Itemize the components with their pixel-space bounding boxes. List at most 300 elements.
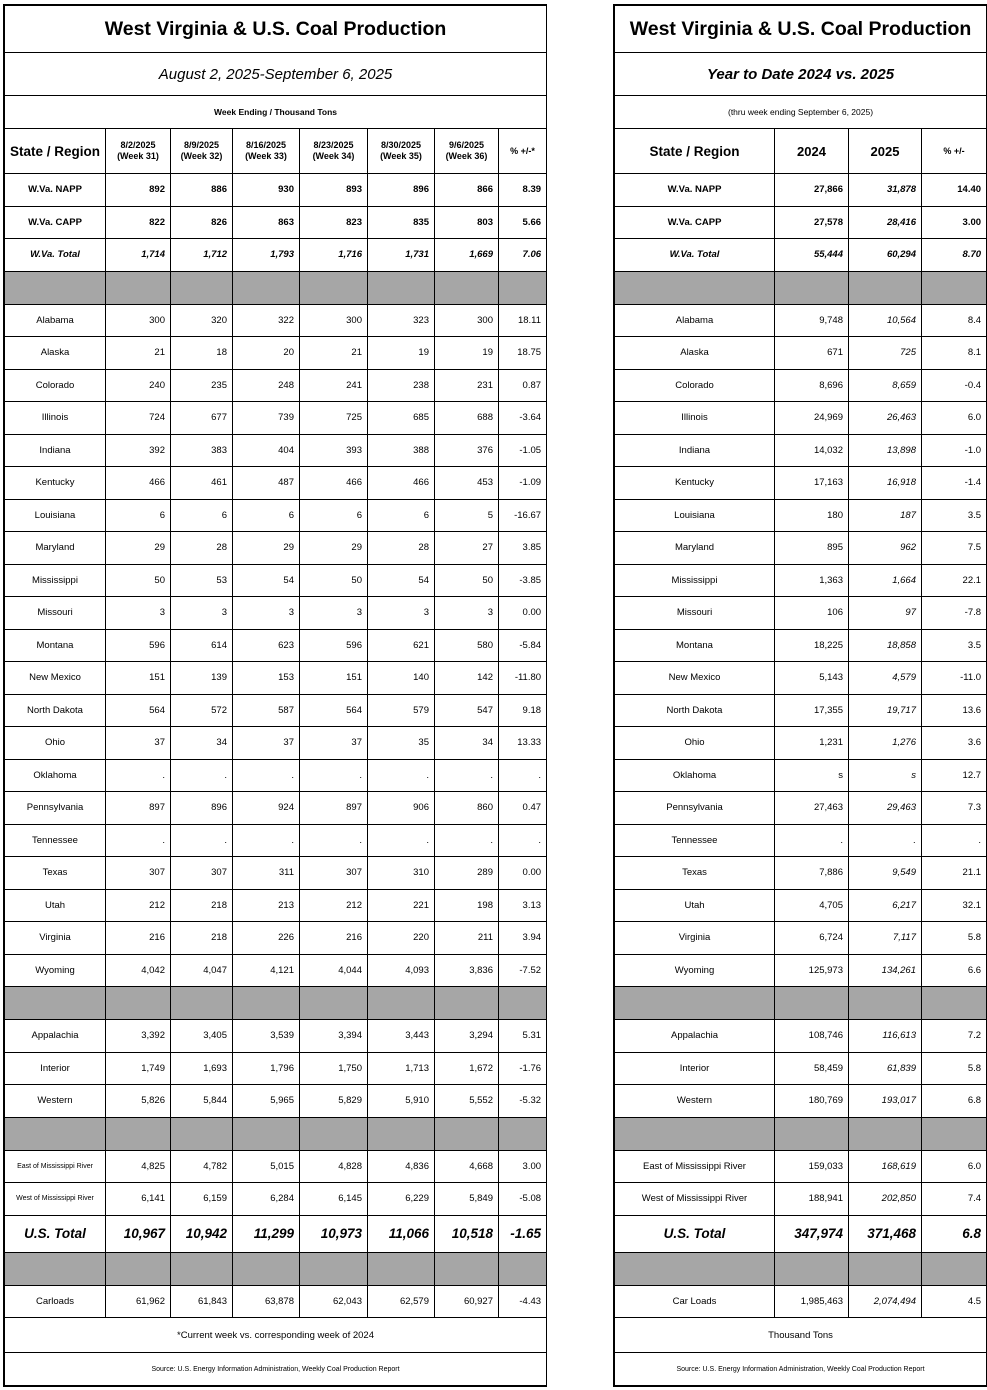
state-label: Montana xyxy=(615,629,775,662)
state-label: New Mexico xyxy=(5,662,106,695)
source-note-row xyxy=(5,1353,547,1386)
separator-row xyxy=(615,1252,987,1285)
week-value: 4,782 xyxy=(171,1150,233,1183)
percent-change: 6.8 xyxy=(922,1085,987,1118)
percent-change: 7.3 xyxy=(922,792,987,825)
percent-change: -4.43 xyxy=(499,1285,547,1318)
week-value: 897 xyxy=(300,792,368,825)
value-2024: s xyxy=(775,759,849,792)
week-value: 139 xyxy=(171,662,233,695)
state-label: W.Va. Total xyxy=(615,239,775,272)
week-value: . xyxy=(106,824,171,857)
footnote-row xyxy=(5,1318,547,1353)
table-row-w-va-total xyxy=(615,239,987,272)
table-row-ohio xyxy=(5,727,547,760)
week-value: 896 xyxy=(171,792,233,825)
week-value: 21 xyxy=(300,337,368,370)
separator-cell xyxy=(5,271,106,304)
percent-change: -3.85 xyxy=(499,564,547,597)
table-row-virginia xyxy=(615,922,987,955)
value-2024: 18,225 xyxy=(775,629,849,662)
value-2024: 55,444 xyxy=(775,239,849,272)
percent-change: -0.4 xyxy=(922,369,987,402)
table-row-oklahoma xyxy=(5,759,547,792)
week-value: 310 xyxy=(368,857,435,890)
table-row-west-of-mississippi-river xyxy=(5,1183,547,1216)
value-2024: 9,748 xyxy=(775,304,849,337)
week-value: 61,843 xyxy=(171,1285,233,1318)
week-value: 5,965 xyxy=(233,1085,300,1118)
state-label: Western xyxy=(5,1085,106,1118)
table-row-mississippi xyxy=(5,564,547,597)
value-2025: 16,918 xyxy=(849,467,922,500)
table-row-missouri xyxy=(615,597,987,630)
separator-cell xyxy=(5,987,106,1020)
percent-change: -1.4 xyxy=(922,467,987,500)
week-value: 886 xyxy=(171,174,233,207)
week-value: 1,796 xyxy=(233,1052,300,1085)
table-row-utah xyxy=(5,889,547,922)
table-row-carloads xyxy=(5,1285,547,1318)
separator-cell xyxy=(5,1117,106,1150)
separator-cell xyxy=(922,1117,987,1150)
week-value: 3,394 xyxy=(300,1020,368,1053)
percent-change: 12.7 xyxy=(922,759,987,792)
week-value: 580 xyxy=(435,629,499,662)
separator-row xyxy=(5,1117,547,1150)
week-value: 18 xyxy=(171,337,233,370)
week-value: 677 xyxy=(171,402,233,435)
percent-change: 7.2 xyxy=(922,1020,987,1053)
week-value: 11,066 xyxy=(368,1215,435,1252)
week-value: 1,693 xyxy=(171,1052,233,1085)
state-label: North Dakota xyxy=(615,694,775,727)
state-label: North Dakota xyxy=(5,694,106,727)
table-row-alaska xyxy=(615,337,987,370)
percent-change: 3.85 xyxy=(499,532,547,565)
week-value: 10,973 xyxy=(300,1215,368,1252)
table-row-w-va-napp xyxy=(615,174,987,207)
separator-cell xyxy=(300,987,368,1020)
value-2025: s xyxy=(849,759,922,792)
week-value: 221 xyxy=(368,889,435,922)
state-label: U.S. Total xyxy=(615,1215,775,1252)
table-row-virginia xyxy=(5,922,547,955)
value-2025: 168,619 xyxy=(849,1150,922,1183)
value-2024: 125,973 xyxy=(775,954,849,987)
state-label: Mississippi xyxy=(5,564,106,597)
week-value: 34 xyxy=(435,727,499,760)
state-label: West of Mississippi River xyxy=(5,1183,106,1216)
week-value: 614 xyxy=(171,629,233,662)
separator-cell xyxy=(435,987,499,1020)
week-value: 212 xyxy=(300,889,368,922)
week-value: 6,159 xyxy=(171,1183,233,1216)
week-value: 587 xyxy=(233,694,300,727)
value-2025: 97 xyxy=(849,597,922,630)
week-value: 3,539 xyxy=(233,1020,300,1053)
week-value: 4,093 xyxy=(368,954,435,987)
value-2024: 58,459 xyxy=(775,1052,849,1085)
state-label: Indiana xyxy=(5,434,106,467)
state-label: Virginia xyxy=(5,922,106,955)
week-value: 383 xyxy=(171,434,233,467)
percent-change: -1.76 xyxy=(499,1052,547,1085)
state-label: Pennsylvania xyxy=(615,792,775,825)
week-value: . xyxy=(171,824,233,857)
state-label: W.Va. NAPP xyxy=(615,174,775,207)
week-value: . xyxy=(171,759,233,792)
percent-change: 3.00 xyxy=(499,1150,547,1183)
week-value: 19 xyxy=(368,337,435,370)
percent-change: 0.00 xyxy=(499,857,547,890)
week-value: . xyxy=(435,759,499,792)
percent-change: -7.52 xyxy=(499,954,547,987)
value-2025: 61,839 xyxy=(849,1052,922,1085)
value-2025: 60,294 xyxy=(849,239,922,272)
state-label: Illinois xyxy=(5,402,106,435)
table-row-car-loads xyxy=(615,1285,987,1318)
separator-cell xyxy=(499,987,547,1020)
week-value: 4,825 xyxy=(106,1150,171,1183)
week-value: 803 xyxy=(435,206,499,239)
percent-change: 6.0 xyxy=(922,1150,987,1183)
week-value: 579 xyxy=(368,694,435,727)
week-value: 1,716 xyxy=(300,239,368,272)
week-value: 322 xyxy=(233,304,300,337)
week-value: 487 xyxy=(233,467,300,500)
value-2024: 1,985,463 xyxy=(775,1285,849,1318)
value-2025: 19,717 xyxy=(849,694,922,727)
separator-cell xyxy=(300,271,368,304)
week-value: 3,836 xyxy=(435,954,499,987)
state-label: Carloads xyxy=(5,1285,106,1318)
percent-change: 18.75 xyxy=(499,337,547,370)
state-label: Ohio xyxy=(5,727,106,760)
separator-cell xyxy=(106,271,171,304)
percent-change: 3.00 xyxy=(922,206,987,239)
separator-cell xyxy=(171,1117,233,1150)
week-value: 3 xyxy=(171,597,233,630)
state-label: West of Mississippi River xyxy=(615,1183,775,1216)
percent-change: -5.32 xyxy=(499,1085,547,1118)
state-label: W.Va. Total xyxy=(5,239,106,272)
week-value: 3,405 xyxy=(171,1020,233,1053)
value-2025: 2,074,494 xyxy=(849,1285,922,1318)
week-value: 29 xyxy=(300,532,368,565)
value-2024: 895 xyxy=(775,532,849,565)
value-2024: 1,231 xyxy=(775,727,849,760)
week-value: 4,042 xyxy=(106,954,171,987)
ytd-header-row xyxy=(615,129,987,174)
percent-change: 7.4 xyxy=(922,1183,987,1216)
table-row-u-s-total xyxy=(615,1215,987,1252)
value-2025: 13,898 xyxy=(849,434,922,467)
week-value: 4,828 xyxy=(300,1150,368,1183)
header-state-region: State / Region xyxy=(5,129,106,174)
week-value: 216 xyxy=(300,922,368,955)
percent-change: -16.67 xyxy=(499,499,547,532)
value-2025: 4,579 xyxy=(849,662,922,695)
week-value: 151 xyxy=(106,662,171,695)
week-value: 6 xyxy=(233,499,300,532)
week-value: 725 xyxy=(300,402,368,435)
table-row-east-of-mississippi-river xyxy=(5,1150,547,1183)
week-value: 5,552 xyxy=(435,1085,499,1118)
week-value: . xyxy=(368,759,435,792)
header-week-33: 8/16/2025 (Week 33) xyxy=(233,129,300,174)
week-value: 6,229 xyxy=(368,1183,435,1216)
week-value: 3 xyxy=(300,597,368,630)
table-row-east-of-mississippi-river xyxy=(615,1150,987,1183)
state-label: Utah xyxy=(615,889,775,922)
separator-cell xyxy=(849,1117,922,1150)
state-label: Missouri xyxy=(615,597,775,630)
state-label: Appalachia xyxy=(615,1020,775,1053)
percent-change: 3.94 xyxy=(499,922,547,955)
value-2025: 962 xyxy=(849,532,922,565)
value-2025: 26,463 xyxy=(849,402,922,435)
separator-cell xyxy=(233,1252,300,1285)
week-value: 6 xyxy=(300,499,368,532)
state-label: Alabama xyxy=(615,304,775,337)
table-row-wyoming xyxy=(615,954,987,987)
value-2025: 8,659 xyxy=(849,369,922,402)
week-value: 863 xyxy=(233,206,300,239)
value-2024: 347,974 xyxy=(775,1215,849,1252)
separator-cell xyxy=(171,987,233,1020)
week-value: 241 xyxy=(300,369,368,402)
value-2024: 671 xyxy=(775,337,849,370)
table-row-maryland xyxy=(615,532,987,565)
percent-change: 3.13 xyxy=(499,889,547,922)
table-row-kentucky xyxy=(5,467,547,500)
state-label: W.Va. CAPP xyxy=(5,206,106,239)
ytd-production-table xyxy=(613,4,987,1387)
table-row-interior xyxy=(5,1052,547,1085)
percent-change: 6.6 xyxy=(922,954,987,987)
separator-row xyxy=(615,271,987,304)
week-value: 5,829 xyxy=(300,1085,368,1118)
week-value: 300 xyxy=(435,304,499,337)
separator-cell xyxy=(775,987,849,1020)
separator-cell xyxy=(499,271,547,304)
week-value: 892 xyxy=(106,174,171,207)
week-value: 231 xyxy=(435,369,499,402)
percent-change: 7.06 xyxy=(499,239,547,272)
week-value: 623 xyxy=(233,629,300,662)
week-value: 564 xyxy=(106,694,171,727)
week-value: 823 xyxy=(300,206,368,239)
table-row-new-mexico xyxy=(615,662,987,695)
separator-cell xyxy=(368,987,435,1020)
table-row-w-va-capp xyxy=(615,206,987,239)
week-value: 211 xyxy=(435,922,499,955)
week-value: 226 xyxy=(233,922,300,955)
week-value: 1,669 xyxy=(435,239,499,272)
separator-cell xyxy=(615,271,775,304)
week-value: 1,731 xyxy=(368,239,435,272)
week-value: 151 xyxy=(300,662,368,695)
week-value: 37 xyxy=(106,727,171,760)
week-value: 50 xyxy=(300,564,368,597)
table-row-north-dakota xyxy=(615,694,987,727)
week-value: 10,967 xyxy=(106,1215,171,1252)
ytd-subtitle: Year to Date 2024 vs. 2025 xyxy=(615,53,987,96)
value-2025: 1,276 xyxy=(849,727,922,760)
table-row-ohio xyxy=(615,727,987,760)
state-label: Mississippi xyxy=(615,564,775,597)
week-value: 466 xyxy=(368,467,435,500)
week-value: 393 xyxy=(300,434,368,467)
state-label: Western xyxy=(615,1085,775,1118)
weekly-header-row xyxy=(5,129,547,174)
table-row-w-va-napp xyxy=(5,174,547,207)
table-row-indiana xyxy=(5,434,547,467)
week-value: 896 xyxy=(368,174,435,207)
week-value: 4,668 xyxy=(435,1150,499,1183)
percent-change: -1.65 xyxy=(499,1215,547,1252)
state-label: Kentucky xyxy=(5,467,106,500)
week-value: 142 xyxy=(435,662,499,695)
source-note: Source: U.S. Energy Information Administration, Weekly Coal Production Report xyxy=(615,1353,987,1386)
percent-change: 6.0 xyxy=(922,402,987,435)
separator-cell xyxy=(849,987,922,1020)
percent-change: 32.1 xyxy=(922,889,987,922)
state-label: Oklahoma xyxy=(5,759,106,792)
percent-change: 13.33 xyxy=(499,727,547,760)
week-value: 323 xyxy=(368,304,435,337)
percent-change: 8.70 xyxy=(922,239,987,272)
table-row-louisiana xyxy=(5,499,547,532)
state-label: U.S. Total xyxy=(5,1215,106,1252)
percent-change: 8.4 xyxy=(922,304,987,337)
week-value: 240 xyxy=(106,369,171,402)
table-row-illinois xyxy=(615,402,987,435)
value-2025: 29,463 xyxy=(849,792,922,825)
percent-change: 8.39 xyxy=(499,174,547,207)
state-label: Tennessee xyxy=(5,824,106,857)
separator-cell xyxy=(775,271,849,304)
units-note: Thousand Tons xyxy=(615,1318,987,1353)
percent-change: -11.80 xyxy=(499,662,547,695)
week-value: 21 xyxy=(106,337,171,370)
week-value: 212 xyxy=(106,889,171,922)
value-2025: 6,217 xyxy=(849,889,922,922)
week-value: 216 xyxy=(106,922,171,955)
week-value: 453 xyxy=(435,467,499,500)
week-value: 1,714 xyxy=(106,239,171,272)
table-row-tennessee xyxy=(5,824,547,857)
week-value: 248 xyxy=(233,369,300,402)
weekly-production-table xyxy=(3,4,547,1387)
table-row-appalachia xyxy=(615,1020,987,1053)
value-2025: 7,117 xyxy=(849,922,922,955)
state-label: Pennsylvania xyxy=(5,792,106,825)
week-value: 62,579 xyxy=(368,1285,435,1318)
week-value: 37 xyxy=(233,727,300,760)
week-value: 3 xyxy=(106,597,171,630)
week-value: 300 xyxy=(300,304,368,337)
week-value: 19 xyxy=(435,337,499,370)
week-value: 866 xyxy=(435,174,499,207)
week-value: 27 xyxy=(435,532,499,565)
week-value: 5,826 xyxy=(106,1085,171,1118)
week-value: 11,299 xyxy=(233,1215,300,1252)
table-row-missouri xyxy=(5,597,547,630)
week-value: 6 xyxy=(106,499,171,532)
percent-change: -1.09 xyxy=(499,467,547,500)
week-value: 3,443 xyxy=(368,1020,435,1053)
table-row-pennsylvania xyxy=(5,792,547,825)
state-label: Colorado xyxy=(615,369,775,402)
value-2025: 10,564 xyxy=(849,304,922,337)
ytd-title: West Virginia & U.S. Coal Production xyxy=(615,6,987,53)
week-value: 1,793 xyxy=(233,239,300,272)
separator-cell xyxy=(615,1252,775,1285)
weekly-subtitle: August 2, 2025-September 6, 2025 xyxy=(5,53,547,96)
week-value: 461 xyxy=(171,467,233,500)
week-value: 220 xyxy=(368,922,435,955)
source-note: Source: U.S. Energy Information Administration, Weekly Coal Production Report xyxy=(5,1353,547,1386)
week-value: 54 xyxy=(233,564,300,597)
week-value: 4,044 xyxy=(300,954,368,987)
state-label: East of Mississippi River xyxy=(615,1150,775,1183)
value-2024: 27,463 xyxy=(775,792,849,825)
week-value: 4,121 xyxy=(233,954,300,987)
separator-cell xyxy=(499,1252,547,1285)
week-value: 724 xyxy=(106,402,171,435)
table-row-wyoming xyxy=(5,954,547,987)
percent-change: -3.64 xyxy=(499,402,547,435)
week-value: 29 xyxy=(106,532,171,565)
table-row-north-dakota xyxy=(5,694,547,727)
value-2025: 202,850 xyxy=(849,1183,922,1216)
value-2025: 725 xyxy=(849,337,922,370)
percent-change: 9.18 xyxy=(499,694,547,727)
week-value: 1,712 xyxy=(171,239,233,272)
value-2024: 17,163 xyxy=(775,467,849,500)
separator-cell xyxy=(775,1252,849,1285)
week-value: 10,518 xyxy=(435,1215,499,1252)
week-value: 5,844 xyxy=(171,1085,233,1118)
value-2024: 8,696 xyxy=(775,369,849,402)
week-value: 4,047 xyxy=(171,954,233,987)
value-2024: 108,746 xyxy=(775,1020,849,1053)
separator-cell xyxy=(775,1117,849,1150)
week-value: 924 xyxy=(233,792,300,825)
weekly-title: West Virginia & U.S. Coal Production xyxy=(5,6,547,53)
table-row-montana xyxy=(615,629,987,662)
separator-row xyxy=(615,987,987,1020)
week-value: 5,910 xyxy=(368,1085,435,1118)
state-label: Interior xyxy=(5,1052,106,1085)
week-value: 6 xyxy=(171,499,233,532)
week-value: 29 xyxy=(233,532,300,565)
week-value: 35 xyxy=(368,727,435,760)
footnote: *Current week vs. corresponding week of 2024 xyxy=(5,1318,547,1353)
percent-change: 5.31 xyxy=(499,1020,547,1053)
value-2025: 9,549 xyxy=(849,857,922,890)
percent-change: 13.6 xyxy=(922,694,987,727)
week-value: 1,713 xyxy=(368,1052,435,1085)
state-label: Kentucky xyxy=(615,467,775,500)
weekly-unit-label: Week Ending / Thousand Tons xyxy=(5,96,547,129)
week-value: 596 xyxy=(300,629,368,662)
week-value: 6,284 xyxy=(233,1183,300,1216)
state-label: Ohio xyxy=(615,727,775,760)
value-2024: 4,705 xyxy=(775,889,849,922)
